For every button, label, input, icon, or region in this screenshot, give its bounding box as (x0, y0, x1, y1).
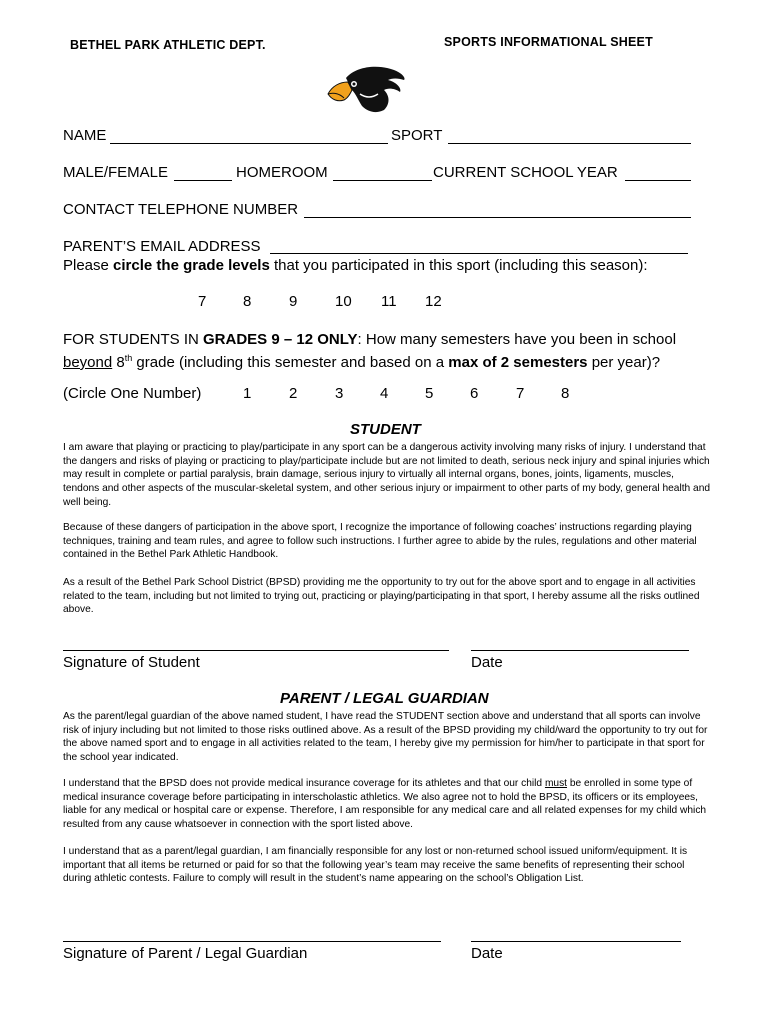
email-field[interactable] (270, 253, 688, 254)
school-year-label: CURRENT SCHOOL YEAR (433, 164, 618, 181)
hawk-head-logo (326, 64, 408, 116)
semester-option[interactable]: 1 (243, 385, 252, 402)
student-signature-line[interactable] (63, 650, 449, 651)
grade-option[interactable]: 12 (425, 293, 442, 310)
phone-field[interactable] (304, 217, 691, 218)
semester-option[interactable]: 6 (470, 385, 479, 402)
semester-option[interactable]: 2 (289, 385, 298, 402)
grade-option[interactable]: 8 (243, 293, 252, 310)
student-date-line[interactable] (471, 650, 689, 651)
grade-option[interactable]: 9 (289, 293, 298, 310)
semester-option[interactable]: 5 (425, 385, 434, 402)
semester-option[interactable]: 3 (335, 385, 344, 402)
semester-option[interactable]: 4 (380, 385, 389, 402)
department-name: BETHEL PARK ATHLETIC DEPT. (70, 38, 266, 52)
student-paragraph-1: I am aware that playing or practicing to play/participate in any sport can be a dangerous activity involving many risks of injury. I understand that the dangers and risks of playing or practicing to play/participate include but are not limited to death, serious neck injury and spinal injuries which may result in complete or partial paralysis, brain damage, serious injury to virtually all internal organs, bones, joints, ligaments, muscles, tendons and other aspects of the muscular-skeletal system, and other serious injury or impairment to other parts of my body, general health and well being. (63, 442, 711, 508)
homeroom-field[interactable] (333, 180, 432, 181)
parent-paragraph-1: As the parent/legal guardian of the above named student, I have read the STUDENT section above and understand that all sports can involve risk of injury including but not limited to those risks outlined above. As a result of the BPSD providing my child/ward the opportunity to try out for the above named sport and to engage in all activities related to the team, I hereby give my permission for him/her to participate in that sport for the school year indicated. (63, 711, 708, 764)
name-label: NAME (63, 127, 107, 144)
student-paragraph-3: As a result of the Bethel Park School District (BPSD) providing me the opportunity to try out for the above sport and to engage in all activities related to the team, including but not limited to trying out, practicing or playing/participating in that sport, I hereby assume all the risks outlined above. (63, 577, 700, 616)
student-paragraph-2: Because of these dangers of participation in the above sport, I recognize the importance of following coaches’ instructions regarding playing techniques, training and team rules, and agree to follow such instructions. I further agree to abide by the rules, regulations and other material contained in the Bethel Park Athletic Handbook. (63, 522, 697, 561)
male-female-label: MALE/FEMALE (63, 164, 169, 181)
circle-one-label: (Circle One Number) (63, 385, 202, 402)
parent-paragraph-3: I understand that as a parent/legal guardian, I am financially responsible for any lost or non-returned school issued uniform/equipment. It is important that all items be returned or paid for so that the following year’s team may receive the same benefits of representing their school during athletic contests. Failure to comply will result in the student’s name appearing on the school’s Obligation List. (63, 846, 688, 885)
name-field[interactable] (110, 143, 388, 144)
grade-option[interactable]: 7 (198, 293, 207, 310)
student-signature-label: Signature of Student (63, 654, 200, 671)
grade-option[interactable]: 10 (335, 293, 352, 310)
semester-option[interactable]: 7 (516, 385, 525, 402)
phone-label: CONTACT TELEPHONE NUMBER (63, 201, 299, 218)
student-date-label: Date (471, 654, 503, 671)
parent-heading: PARENT / LEGAL GUARDIAN (280, 690, 489, 707)
parent-date-label: Date (471, 945, 503, 962)
parent-date-line[interactable] (471, 941, 681, 942)
school-year-field[interactable] (625, 180, 691, 181)
email-label: PARENT’S EMAIL ADDRESS (63, 238, 261, 255)
semesters-question: FOR STUDENTS IN GRADES 9 – 12 ONLY: How many semesters have you been in school beyond 8th grade (including this semester and based on a max of 2 semesters per year)? (63, 331, 677, 371)
sport-label: SPORT (391, 127, 443, 144)
homeroom-label: HOMEROOM (236, 164, 328, 181)
parent-paragraph-2: I understand that the BPSD does not provide medical insurance coverage for its athletes and that our child must be enrolled in some type of medical insurance coverage before participating in interscholastic athletics. We also agree not to hold the BPSD, its officers or its employees, liable for any medical or hospital care or expense. Therefore, I am responsible for any medical care and all related expenses for my child which resulted from any cause whatsoever in connection with the sport listed above. (63, 778, 707, 831)
sheet-title: SPORTS INFORMATIONAL SHEET (444, 35, 653, 49)
parent-signature-line[interactable] (63, 941, 441, 942)
semester-option[interactable]: 8 (561, 385, 570, 402)
grade-option[interactable]: 11 (381, 293, 397, 310)
student-heading: STUDENT (350, 421, 421, 438)
grade-instruction: Please circle the grade levels that you participated in this sport (including this season): (63, 257, 648, 274)
sport-field[interactable] (448, 143, 691, 144)
male-female-field[interactable] (174, 180, 232, 181)
parent-signature-label: Signature of Parent / Legal Guardian (63, 945, 308, 962)
